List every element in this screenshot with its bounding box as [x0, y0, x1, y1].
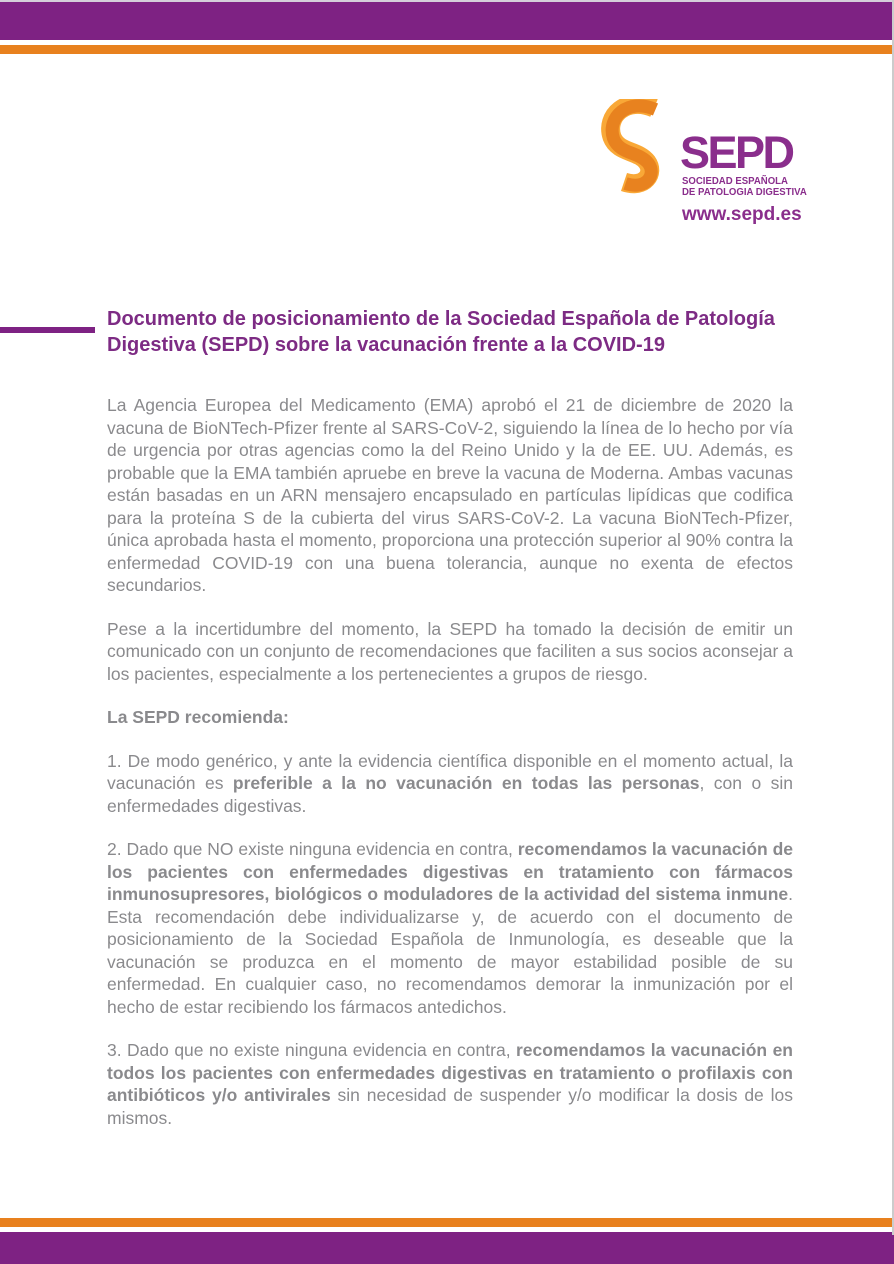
emphasized-text: preferible a la no vacunación en todas las personas: [232, 773, 700, 793]
document-body: [107, 394, 793, 1150]
document-title: [107, 306, 797, 358]
top-purple-band: [0, 2, 892, 40]
paragraph: [107, 750, 793, 818]
body-text: . Esta recomendación debe individualizarse y, de acuerdo con el documento de posicionamiento de la Sociedad Española de Inmunología, es deseable que la vacunación se produzca en el momento de mayor estabilidad posible de su enfermedad. En cualquier caso, no recomendamos demorar la inmunización por el hecho de estar recibiendo los fármacos antedichos.: [107, 884, 793, 1017]
top-orange-band: [0, 45, 892, 54]
recommendations-heading: [107, 706, 793, 729]
body-text: La Agencia Europea del Medicamento (EMA) aprobó el 21 de diciembre de 2020 la vacuna de BioNTech-Pfizer frente al SARS-CoV-2, siguiendo la línea de lo hecho por vía de urgencia por otras agencias como la del Reino Unido y la de EE. UU. Además, es probable que la EMA también apruebe en breve la vacuna de Moderna. Ambas vacunas están basadas en un ARN mensajero encapsulado en partículas lipídicas que codifica para la proteína S de la cubierta del virus SARS-CoV-2. La vacuna BioNTech-Pfizer, única aprobada hasta el momento, proporciona una protección superior al 90% contra la enfermedad COVID-19 con una buena tolerancia, aunque no exenta de efectos secundarios.: [107, 395, 793, 595]
website-link[interactable]: www.sepd.es: [682, 204, 802, 225]
logo-org-line2: DE PATOLOGIA DIGESTIVA: [682, 186, 807, 198]
body-text: sin necesidad de suspender y/o modificar la dosis de los mismos.: [107, 1085, 793, 1128]
bottom-purple-band: [0, 1232, 894, 1264]
paragraph: [107, 838, 793, 1018]
bottom-orange-band: [0, 1218, 892, 1227]
body-text: 1. De modo genérico, y ante la evidencia científica disponible en el momento actual, la vacunación es: [107, 750, 793, 793]
document-title-line2: Digestiva (SEPD) sobre la vacunación frente a la COVID-19: [107, 334, 665, 356]
logo-org-line1: SOCIEDAD ESPAÑOLA: [682, 176, 788, 187]
logo-org-name: [682, 177, 812, 198]
body-text: Pese a la incertidumbre del momento, la SEPD ha tomado la decisión de emitir un comunicado con un conjunto de recomendaciones que faciliten a sus socios aconsejar a los pacientes, especialmente a los pertenecientes a grupos de riesgo.: [107, 618, 793, 684]
emphasized-text: recomendamos la vacunación de los pacientes con enfermedades digestivas en tratamiento con fármacos inmunosupresores, biológicos o moduladores de la actividad del sistema inmune: [107, 839, 793, 904]
body-text: 3. Dado que no existe ninguna evidencia en contra,: [107, 1040, 516, 1060]
paragraph: [107, 618, 793, 686]
sepd-s-logo-icon: [598, 99, 668, 197]
emphasized-text: recomendamos la vacunación en todos los pacientes con enfermedades digestivas en tratamiento o profilaxis con antibióticos y/o antivirales: [107, 1040, 793, 1105]
paragraph: [107, 1039, 793, 1129]
body-text: , con o sin enfermedades digestivas.: [107, 773, 793, 816]
title-accent-bar: [0, 327, 95, 333]
paragraph: [107, 394, 793, 597]
document-title-line1: Documento de posicionamiento de la Sociedad Española de Patología: [107, 308, 775, 330]
logo-acronym: SEPD: [680, 127, 793, 178]
body-text: 2. Dado que NO existe ninguna evidencia en contra,: [107, 839, 518, 859]
emphasized-text: La SEPD recomienda:: [107, 707, 289, 727]
